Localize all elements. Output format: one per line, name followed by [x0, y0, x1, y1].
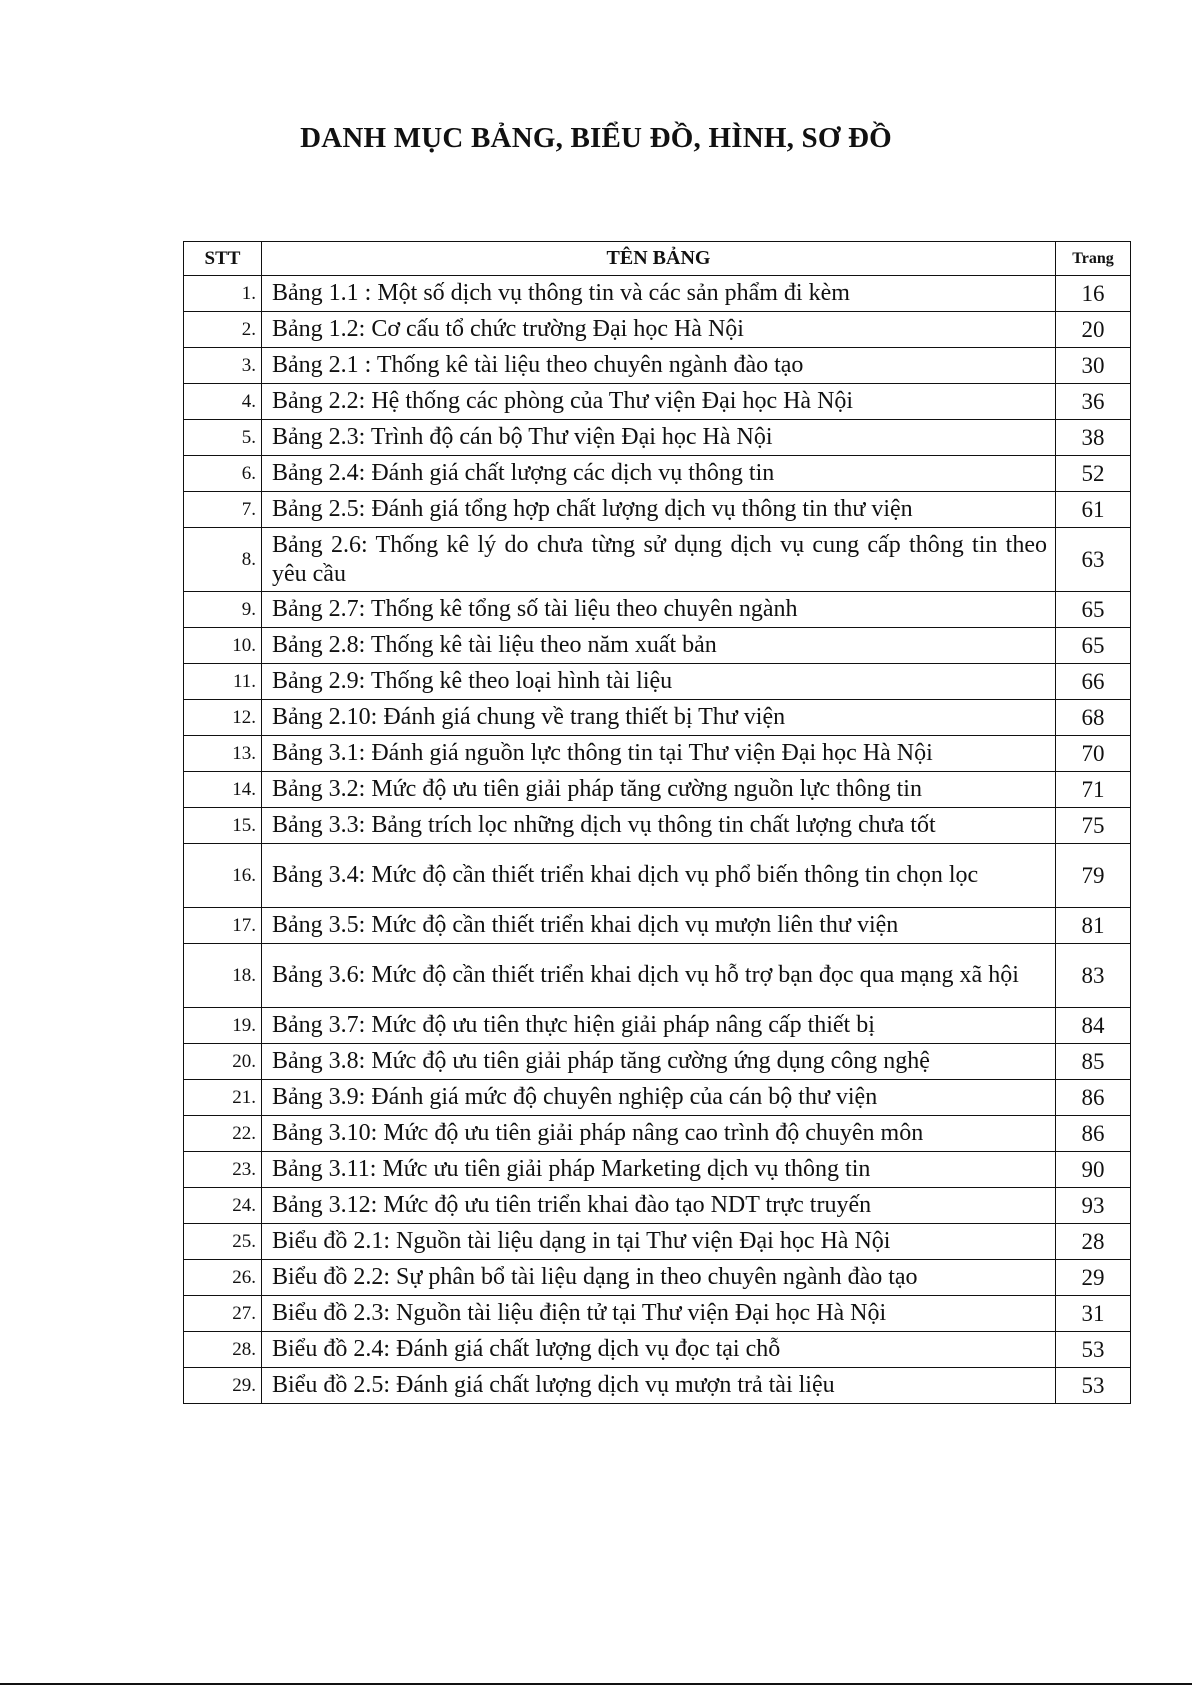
row-stt: 21.: [184, 1080, 262, 1116]
table-row: [184, 1116, 1131, 1152]
row-table-name: Bảng 2.2: Hệ thống các phòng của Thư viện Đại học Hà Nội: [262, 384, 1056, 420]
row-page-number: 29: [1056, 1260, 1131, 1296]
table-row: [184, 628, 1131, 664]
row-table-name: Bảng 3.5: Mức độ cần thiết triển khai dịch vụ mượn liên thư viện: [262, 908, 1056, 944]
table-row: [184, 1080, 1131, 1116]
row-stt: 6.: [184, 456, 262, 492]
row-stt: 26.: [184, 1260, 262, 1296]
row-table-name: Bảng 3.1: Đánh giá nguồn lực thông tin tại Thư viện Đại học Hà Nội: [262, 736, 1056, 772]
table-row: [184, 1188, 1131, 1224]
row-page-number: 86: [1056, 1116, 1131, 1152]
row-table-name: Bảng 2.10: Đánh giá chung về trang thiết bị Thư viện: [262, 700, 1056, 736]
row-page-number: 31: [1056, 1296, 1131, 1332]
row-table-name: Bảng 3.7: Mức độ ưu tiên thực hiện giải pháp nâng cấp thiết bị: [262, 1008, 1056, 1044]
row-table-name: Bảng 2.1 : Thống kê tài liệu theo chuyên ngành đào tạo: [262, 348, 1056, 384]
row-stt: 23.: [184, 1152, 262, 1188]
header-page: Trang: [1056, 242, 1131, 276]
row-page-number: 65: [1056, 628, 1131, 664]
row-page-number: 86: [1056, 1080, 1131, 1116]
row-stt: 9.: [184, 592, 262, 628]
row-table-name: Bảng 3.6: Mức độ cần thiết triển khai dịch vụ hỗ trợ bạn đọc qua mạng xã hội: [262, 944, 1056, 1008]
toc-table: [183, 241, 1131, 1404]
row-page-number: 75: [1056, 808, 1131, 844]
row-stt: 5.: [184, 420, 262, 456]
row-page-number: 66: [1056, 664, 1131, 700]
row-page-number: 93: [1056, 1188, 1131, 1224]
row-page-number: 81: [1056, 908, 1131, 944]
table-row: [184, 1224, 1131, 1260]
table-header-row: [184, 242, 1131, 276]
row-page-number: 20: [1056, 312, 1131, 348]
row-page-number: 38: [1056, 420, 1131, 456]
table-row: [184, 1368, 1131, 1404]
row-table-name: Bảng 2.9: Thống kê theo loại hình tài liệu: [262, 664, 1056, 700]
row-table-name: Bảng 3.4: Mức độ cần thiết triển khai dịch vụ phổ biến thông tin chọn lọc: [262, 844, 1056, 908]
row-page-number: 85: [1056, 1044, 1131, 1080]
table-row: [184, 348, 1131, 384]
row-stt: 11.: [184, 664, 262, 700]
row-page-number: 90: [1056, 1152, 1131, 1188]
table-row: [184, 700, 1131, 736]
row-stt: 25.: [184, 1224, 262, 1260]
row-stt: 16.: [184, 844, 262, 908]
table-row: [184, 944, 1131, 1008]
row-stt: 17.: [184, 908, 262, 944]
row-table-name: Bảng 3.12: Mức độ ưu tiên triển khai đào tạo NDT trực truyến: [262, 1188, 1056, 1224]
table-row: [184, 908, 1131, 944]
table-row: [184, 312, 1131, 348]
row-table-name: Bảng 2.7: Thống kê tổng số tài liệu theo chuyên ngành: [262, 592, 1056, 628]
table-row: [184, 1260, 1131, 1296]
row-stt: 10.: [184, 628, 262, 664]
table-row: [184, 492, 1131, 528]
row-page-number: 53: [1056, 1368, 1131, 1404]
table-row: [184, 1008, 1131, 1044]
row-table-name: Bảng 2.5: Đánh giá tổng hợp chất lượng dịch vụ thông tin thư viện: [262, 492, 1056, 528]
row-table-name: Bảng 3.10: Mức độ ưu tiên giải pháp nâng cao trình độ chuyên môn: [262, 1116, 1056, 1152]
row-page-number: 84: [1056, 1008, 1131, 1044]
row-stt: 4.: [184, 384, 262, 420]
row-page-number: 61: [1056, 492, 1131, 528]
row-table-name: Bảng 1.1 : Một số dịch vụ thông tin và các sản phẩm đi kèm: [262, 276, 1056, 312]
table-row: [184, 1044, 1131, 1080]
row-stt: 14.: [184, 772, 262, 808]
row-stt: 20.: [184, 1044, 262, 1080]
table-row: [184, 384, 1131, 420]
row-page-number: 28: [1056, 1224, 1131, 1260]
row-stt: 3.: [184, 348, 262, 384]
table-row: [184, 664, 1131, 700]
row-stt: 1.: [184, 276, 262, 312]
table-row: [184, 528, 1131, 592]
row-stt: 18.: [184, 944, 262, 1008]
row-stt: 22.: [184, 1116, 262, 1152]
row-stt: 7.: [184, 492, 262, 528]
row-table-name: Bảng 3.3: Bảng trích lọc những dịch vụ thông tin chất lượng chưa tốt: [262, 808, 1056, 844]
header-table-name: TÊN BẢNG: [262, 242, 1056, 276]
row-table-name: Biểu đồ 2.5: Đánh giá chất lượng dịch vụ mượn trả tài liệu: [262, 1368, 1056, 1404]
table-row: [184, 808, 1131, 844]
table-row: [184, 736, 1131, 772]
row-page-number: 53: [1056, 1332, 1131, 1368]
row-table-name: Bảng 3.11: Mức ưu tiên giải pháp Marketing dịch vụ thông tin: [262, 1152, 1056, 1188]
row-table-name: Biểu đồ 2.2: Sự phân bổ tài liệu dạng in theo chuyên ngành đào tạo: [262, 1260, 1056, 1296]
row-table-name: Biểu đồ 2.3: Nguồn tài liệu điện tử tại Thư viện Đại học Hà Nội: [262, 1296, 1056, 1332]
row-stt: 29.: [184, 1368, 262, 1404]
row-table-name: Bảng 1.2: Cơ cấu tổ chức trường Đại học Hà Nội: [262, 312, 1056, 348]
row-page-number: 36: [1056, 384, 1131, 420]
row-table-name: Bảng 2.3: Trình độ cán bộ Thư viện Đại học Hà Nội: [262, 420, 1056, 456]
table-row: [184, 772, 1131, 808]
row-page-number: 52: [1056, 456, 1131, 492]
table-row: [184, 420, 1131, 456]
row-stt: 15.: [184, 808, 262, 844]
row-table-name: Bảng 3.8: Mức độ ưu tiên giải pháp tăng cường ứng dụng công nghệ: [262, 1044, 1056, 1080]
row-table-name: Biểu đồ 2.4: Đánh giá chất lượng dịch vụ đọc tại chỗ: [262, 1332, 1056, 1368]
table-row: [184, 276, 1131, 312]
row-stt: 27.: [184, 1296, 262, 1332]
row-page-number: 16: [1056, 276, 1131, 312]
table-row: [184, 1332, 1131, 1368]
row-page-number: 68: [1056, 700, 1131, 736]
table-row: [184, 1152, 1131, 1188]
row-table-name: Bảng 2.8: Thống kê tài liệu theo năm xuất bản: [262, 628, 1056, 664]
row-page-number: 30: [1056, 348, 1131, 384]
table-row: [184, 456, 1131, 492]
page-title: DANH MỤC BẢNG, BIỂU ĐỒ, HÌNH, SƠ ĐỒ: [300, 122, 892, 154]
row-page-number: 70: [1056, 736, 1131, 772]
row-table-name: Bảng 3.9: Đánh giá mức độ chuyên nghiệp của cán bộ thư viện: [262, 1080, 1056, 1116]
row-page-number: 79: [1056, 844, 1131, 908]
row-stt: 8.: [184, 528, 262, 592]
table-row: [184, 844, 1131, 908]
row-table-name: Bảng 2.4: Đánh giá chất lượng các dịch vụ thông tin: [262, 456, 1056, 492]
row-table-name: Bảng 3.2: Mức độ ưu tiên giải pháp tăng cường nguồn lực thông tin: [262, 772, 1056, 808]
header-stt: STT: [184, 242, 262, 276]
row-page-number: 83: [1056, 944, 1131, 1008]
table-row: [184, 1296, 1131, 1332]
row-table-name: Bảng 2.6: Thống kê lý do chưa từng sử dụng dịch vụ cung cấp thông tin theo yêu cầu: [262, 528, 1056, 592]
row-table-name: Biểu đồ 2.1: Nguồn tài liệu dạng in tại Thư viện Đại học Hà Nội: [262, 1224, 1056, 1260]
row-page-number: 65: [1056, 592, 1131, 628]
row-stt: 13.: [184, 736, 262, 772]
row-stt: 19.: [184, 1008, 262, 1044]
table-row: [184, 592, 1131, 628]
row-stt: 28.: [184, 1332, 262, 1368]
row-stt: 24.: [184, 1188, 262, 1224]
row-page-number: 71: [1056, 772, 1131, 808]
row-page-number: 63: [1056, 528, 1131, 592]
row-stt: 2.: [184, 312, 262, 348]
row-stt: 12.: [184, 700, 262, 736]
